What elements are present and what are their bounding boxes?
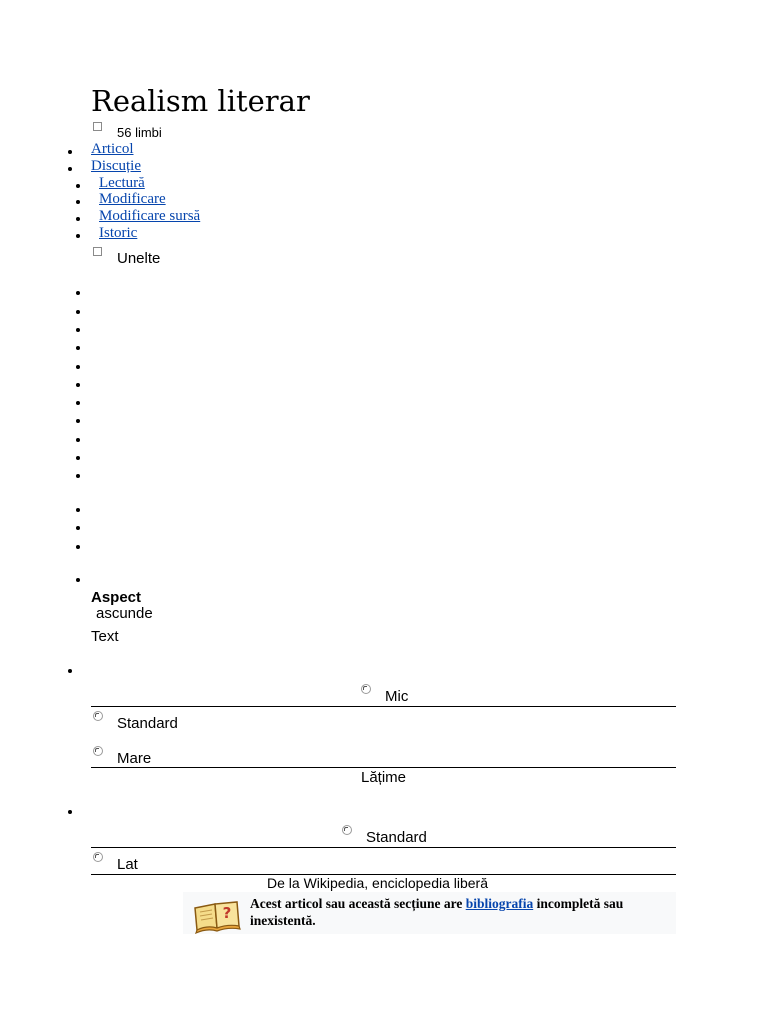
languages-label[interactable]: 56 limbi [117,125,162,140]
nav-bullet [76,184,80,188]
divider [91,706,676,707]
tools-list-item [76,438,80,442]
text-size-standard-label[interactable]: Standard [117,715,178,732]
aspect-list-item [68,810,72,814]
page-title: Realism literar [91,84,310,118]
notice-text-after: incompletă sau inexistentă. [250,896,624,928]
nav-bullet [68,150,72,154]
tools-list-item [76,526,80,530]
tools-list-item [76,365,80,369]
text-size-large-label[interactable]: Mare [117,750,152,767]
tools-list-item [76,419,80,423]
nav-bullet [76,217,80,221]
width-wide-radio[interactable] [93,852,103,862]
site-tagline: De la Wikipedia, enciclopedia liberă [267,875,489,891]
width-standard-radio[interactable] [342,825,352,835]
tools-list-item [76,401,80,405]
tools-checkbox[interactable] [93,247,102,256]
nav-bullet [68,167,72,171]
tools-list-item [76,383,80,387]
tab-read[interactable]: Lectură [99,175,145,191]
book-question-icon [191,894,243,934]
width-wide-label[interactable]: Lat [117,856,138,873]
tab-talk[interactable]: Discuție [91,158,141,174]
bibliography-link[interactable]: bibliografia [465,896,534,911]
aspect-hide-button[interactable]: ascunde [96,605,153,622]
aspect-list-item [68,669,72,673]
divider [91,767,676,768]
divider [91,847,676,848]
languages-checkbox[interactable] [93,122,102,131]
text-size-small-label[interactable]: Mic [385,688,409,705]
nav-bullet [76,234,80,238]
notice-text [250,895,670,929]
aspect-list-item [76,578,80,582]
text-size-standard-radio[interactable] [93,711,103,721]
tab-article[interactable]: Articol [91,141,134,157]
tools-list-item [76,508,80,512]
text-size-large-radio[interactable] [93,746,103,756]
tools-label[interactable]: Unelte [117,250,161,267]
svg-text:?: ? [222,904,232,922]
bibliography-notice [183,892,676,934]
tools-list-item [76,346,80,350]
nav-bullet [76,200,80,204]
notice-text-before: Acest articol sau această secțiune are [250,896,466,911]
width-heading: Lățime [361,769,407,786]
tab-edit[interactable]: Modificare [99,191,166,207]
tab-edit-source[interactable]: Modificare sursă [99,208,201,224]
width-standard-label[interactable]: Standard [366,829,427,846]
tools-list-item [76,474,80,478]
tools-list-item [76,328,80,332]
tools-list-item [76,291,80,295]
tools-list-item [76,545,80,549]
text-size-heading: Text [91,628,119,645]
text-size-small-radio[interactable] [361,684,371,694]
tab-history[interactable]: Istoric [99,225,138,241]
tools-list-item [76,456,80,460]
tools-list-item [76,310,80,314]
aspect-heading: Aspect [91,589,142,606]
